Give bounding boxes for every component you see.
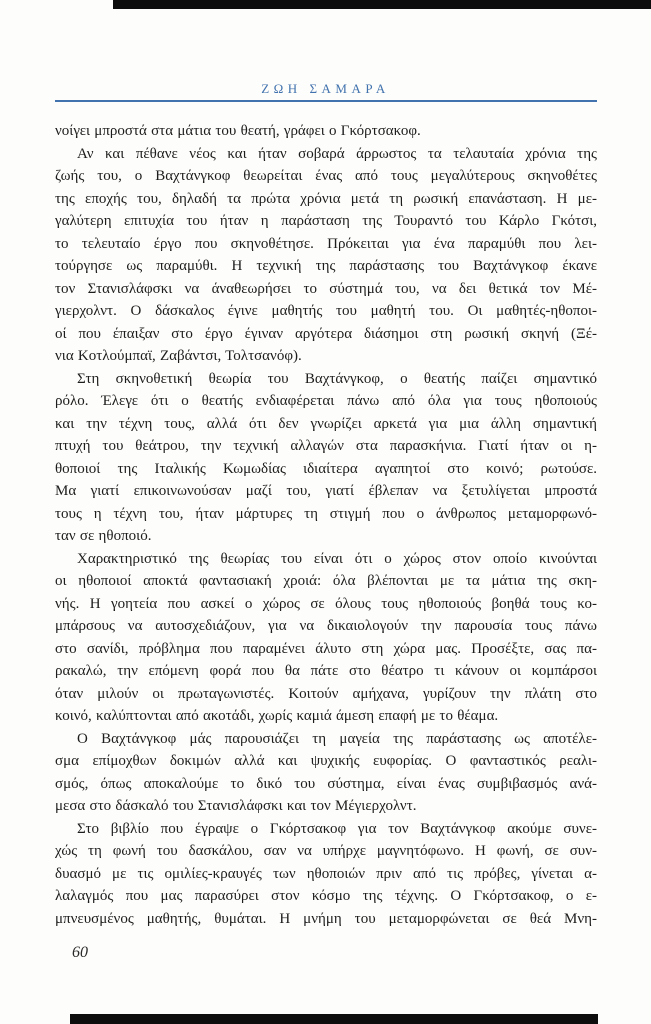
text-line: στο σανίδι, πρόβλημα που παραμένει άλυτο στη χώρα μας. Προσέξτε, σας πα- xyxy=(55,640,597,657)
text-line: ρακαλώ, την επόμενη φορά που θα πάτε στο θέατρο τι κάνουν οι κομπάρσοι xyxy=(55,663,597,679)
text-line: χώς τη φωνή του δασκάλου, σαν να υπήρχε μαγνητόφωνο. Η φωνή, σε συν- xyxy=(55,843,597,859)
text-line: της εποχής του, δηλαδή τα πρώτα χρόνια μετά τη ρωσική επανάσταση. Η με- xyxy=(55,190,597,207)
text-line: Αν και πέθανε νέος και ήταν σοβαρά άρρωστος τα τελαυταία χρόνια της xyxy=(77,145,597,162)
header-rule xyxy=(55,100,597,102)
text-line: Στο βιβλίο που έγραψε ο Γκόρτσακοφ για τον Βαχτάνγκοφ ακούμε συνε- xyxy=(77,820,597,837)
text-line: σμός, όπως αποκαλούμε το δικό του σύστημα, είναι ένας συμβιβασμός ανά- xyxy=(55,775,597,792)
text-line: οι ηθοποιοί αποκτά φαντασιακή χροιά: όλα βλέπονται με τα μάτια της σκη- xyxy=(55,573,597,589)
text-line: γαλύτερη επιτυχία του ήταν η παράσταση της Τουραντό του Κάρλο Γκότσι, xyxy=(55,213,597,229)
text-line: δυασμό με τις ομιλίες-κραυγές των ηθοποιών πριν από τις πρόβες, γίνεται α- xyxy=(55,865,597,882)
text-line: Στη σκηνοθετική θεωρία του Βαχτάνγκοφ, ο θεατής παίζει σημαντικό xyxy=(77,370,597,387)
text-line: τον Στανισλάφσκι να άναθεωρήσει το σύστημά του, να δει θετικά τον Μέ- xyxy=(55,280,597,297)
text-line: ταν σε ηθοποιό. xyxy=(55,528,152,544)
top-scan-artifact-bar xyxy=(113,0,651,9)
text-line: σμα επίμοχθων δοκιμών αλλά και ψυχικής ευφορίας. Ο φανταστικός ρεαλι- xyxy=(55,753,597,769)
text-line: κοινό, καλύπτονται από ακοτάδι, χωρίς καμιά άμεση επαφή με το θέαμα. xyxy=(55,708,499,724)
text-line: νής. Η γοητεία που ασκεί ο χώρος σε όλους τους ηθοποιούς βοηθά τους κο- xyxy=(55,595,597,612)
text-line: όταν μιλούν οι πρωταγωνιστές. Κοιτούν αμήχανα, γυρίζουν την πλάτη στο xyxy=(55,685,597,702)
text-line: Ο Βαχτάνγκοφ μάς παρουσιάζει τη μαγεία της παράστασης ως αποτέλε- xyxy=(77,730,597,747)
body-text xyxy=(55,120,597,930)
text-line: τούργησε ως παραμύθι. Η τεχνική της παράστασης του Βαχτάνγκοφ έκανε xyxy=(55,258,597,274)
text-line: μπάρσους να αυτοσχεδιάζουν, για να δικαιολογούν την παρουσία τους πάνω xyxy=(55,618,597,634)
running-header: ΖΩΗ ΣΑΜΑΡΑ xyxy=(261,81,390,96)
text-line: γιερχολντ. Ο δάσκαλος έγινε μαθητής του μαθητή του. Οι μαθητές-ηθοποι- xyxy=(55,303,597,319)
text-line: τους η τέχνη του, ήταν μάρτυρες τη στιγμή που ο άνθρωπος μεταμορφωνό- xyxy=(55,505,597,522)
text-line: ρόλο. Έλεγε ότι ο θεατής ενδιαφέρεται πάνω από όλα για τους ηθοποιούς xyxy=(55,393,597,409)
text-line: και την τέχνη τους, αλλά ότι δεν γνωρίζει αρκετά για μια άλλη σημαντική xyxy=(55,415,597,432)
text-line: λαλαγμός που μας παρασύρει στον κόσμο της τέχνης. Ο Γκόρτσακοφ, ο ε- xyxy=(55,888,597,904)
text-line: μπνευσμένος μαθητής, θυμάται. Η μνήμη του μεταμορφώνεται σε θεά Μνη- xyxy=(55,910,597,927)
page-number: 60 xyxy=(72,944,88,961)
text-line: το τελευταίο έργο που σκηνοθέτησε. Πρόκειται για ένα παραμύθι που λει- xyxy=(55,235,597,252)
text-line: οί που έπαιξαν στο έργο έγιναν αργότερα διάσημοι στη ρωσική σκηνή (Ξέ- xyxy=(55,325,597,342)
text-line: ζωής του, ο Βαχτάνγκοφ θεωρείται ένας από τους μεγαλύτερους σκηνοθέτες xyxy=(55,168,597,184)
text-line: θοποιοί της Ιταλικής Κωμωδίας ιδιαίτερα αγαπητοί στο κοινό; ρωτούσε. xyxy=(55,460,597,477)
text-line: μεσα στο δάσκαλό του Στανισλάφσκι και τον Μέγιερχολντ. xyxy=(55,798,417,814)
text-line: νοίγει μπροστά στα μάτια του θεατή, γράφει ο Γκόρτσακοφ. xyxy=(55,123,421,139)
text-line: Μα γιατί επικοινωνούσαν μαζί του, γιατί έβλεπαν να ξετυλίγεται μπροστά xyxy=(55,483,597,499)
text-line: πτυχή του θεάτρου, την τεχνική αλλαγών στα παρασκήνια. Γιατί ήταν οι η- xyxy=(55,438,597,454)
text-line: νια Κοτλούμπαϊ, Ζαβάντσι, Τολτσανόφ). xyxy=(55,348,302,364)
text-line: Χαρακτηριστικό της θεωρίας του είναι ότι ο χώρος στον οποίο κινούνται xyxy=(77,550,597,567)
bottom-scan-artifact-bar xyxy=(70,1014,598,1024)
